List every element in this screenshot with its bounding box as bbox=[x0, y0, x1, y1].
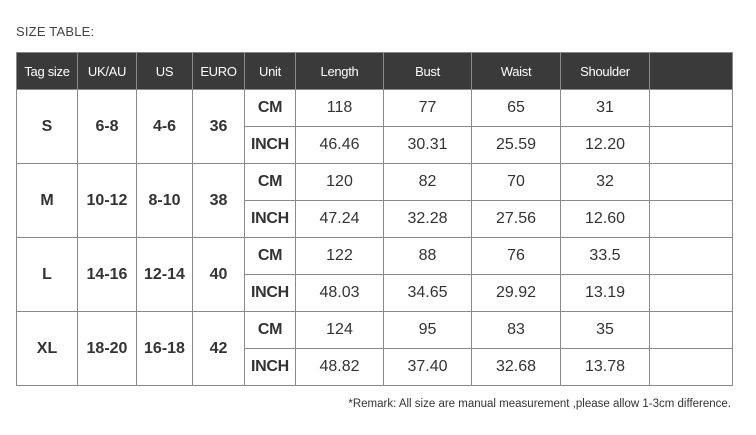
header-tag-size: Tag size bbox=[17, 53, 78, 90]
waist-cell: 76 bbox=[472, 238, 561, 275]
uk-au-cell: 10-12 bbox=[78, 164, 137, 238]
shoulder-cell: 31 bbox=[561, 90, 650, 127]
empty-cell bbox=[650, 312, 733, 349]
uk-au-cell: 18-20 bbox=[78, 312, 137, 386]
header-us: US bbox=[137, 53, 193, 90]
header-unit: Unit bbox=[245, 53, 296, 90]
empty-cell bbox=[650, 201, 733, 238]
shoulder-cell: 33.5 bbox=[561, 238, 650, 275]
page-title: SIZE TABLE: bbox=[16, 24, 95, 39]
bust-cell: 37.40 bbox=[384, 349, 472, 386]
shoulder-cell: 12.20 bbox=[561, 127, 650, 164]
header-row bbox=[17, 53, 733, 90]
header-length: Length bbox=[296, 53, 384, 90]
euro-cell: 42 bbox=[193, 312, 245, 386]
length-cell: 124 bbox=[296, 312, 384, 349]
shoulder-cell: 32 bbox=[561, 164, 650, 201]
table-row bbox=[17, 90, 733, 127]
length-cell: 47.24 bbox=[296, 201, 384, 238]
us-cell: 8-10 bbox=[137, 164, 193, 238]
tag-size-cell: L bbox=[17, 238, 78, 312]
shoulder-cell: 13.19 bbox=[561, 275, 650, 312]
bust-cell: 95 bbox=[384, 312, 472, 349]
shoulder-cell: 12.60 bbox=[561, 201, 650, 238]
length-cell: 120 bbox=[296, 164, 384, 201]
remark-note: *Remark: All size are manual measurement ,please allow 1-3cm difference. bbox=[348, 398, 731, 410]
tag-size-cell: M bbox=[17, 164, 78, 238]
length-cell: 122 bbox=[296, 238, 384, 275]
us-cell: 4-6 bbox=[137, 90, 193, 164]
empty-cell bbox=[650, 127, 733, 164]
length-cell: 46.46 bbox=[296, 127, 384, 164]
header-uk-au: UK/AU bbox=[78, 53, 137, 90]
shoulder-cell: 35 bbox=[561, 312, 650, 349]
unit-cell: CM bbox=[245, 164, 296, 201]
size-table bbox=[16, 52, 733, 386]
uk-au-cell: 6-8 bbox=[78, 90, 137, 164]
us-cell: 12-14 bbox=[137, 238, 193, 312]
table-row bbox=[17, 164, 733, 201]
empty-cell bbox=[650, 90, 733, 127]
header-bust: Bust bbox=[384, 53, 472, 90]
euro-cell: 40 bbox=[193, 238, 245, 312]
table-row bbox=[17, 238, 733, 275]
unit-cell: INCH bbox=[245, 201, 296, 238]
header-empty bbox=[650, 53, 733, 90]
unit-cell: CM bbox=[245, 238, 296, 275]
empty-cell bbox=[650, 275, 733, 312]
tag-size-cell: XL bbox=[17, 312, 78, 386]
unit-cell: CM bbox=[245, 312, 296, 349]
header-euro: EURO bbox=[193, 53, 245, 90]
waist-cell: 29.92 bbox=[472, 275, 561, 312]
length-cell: 118 bbox=[296, 90, 384, 127]
waist-cell: 70 bbox=[472, 164, 561, 201]
bust-cell: 32.28 bbox=[384, 201, 472, 238]
waist-cell: 83 bbox=[472, 312, 561, 349]
bust-cell: 77 bbox=[384, 90, 472, 127]
unit-cell: INCH bbox=[245, 127, 296, 164]
unit-cell: INCH bbox=[245, 275, 296, 312]
bust-cell: 88 bbox=[384, 238, 472, 275]
bust-cell: 34.65 bbox=[384, 275, 472, 312]
header-shoulder: Shoulder bbox=[561, 53, 650, 90]
empty-cell bbox=[650, 238, 733, 275]
unit-cell: CM bbox=[245, 90, 296, 127]
empty-cell bbox=[650, 164, 733, 201]
euro-cell: 36 bbox=[193, 90, 245, 164]
table-row bbox=[17, 312, 733, 349]
length-cell: 48.82 bbox=[296, 349, 384, 386]
shoulder-cell: 13.78 bbox=[561, 349, 650, 386]
us-cell: 16-18 bbox=[137, 312, 193, 386]
empty-cell bbox=[650, 349, 733, 386]
waist-cell: 27.56 bbox=[472, 201, 561, 238]
unit-cell: INCH bbox=[245, 349, 296, 386]
waist-cell: 32.68 bbox=[472, 349, 561, 386]
euro-cell: 38 bbox=[193, 164, 245, 238]
length-cell: 48.03 bbox=[296, 275, 384, 312]
tag-size-cell: S bbox=[17, 90, 78, 164]
waist-cell: 25.59 bbox=[472, 127, 561, 164]
uk-au-cell: 14-16 bbox=[78, 238, 137, 312]
bust-cell: 82 bbox=[384, 164, 472, 201]
waist-cell: 65 bbox=[472, 90, 561, 127]
bust-cell: 30.31 bbox=[384, 127, 472, 164]
header-waist: Waist bbox=[472, 53, 561, 90]
